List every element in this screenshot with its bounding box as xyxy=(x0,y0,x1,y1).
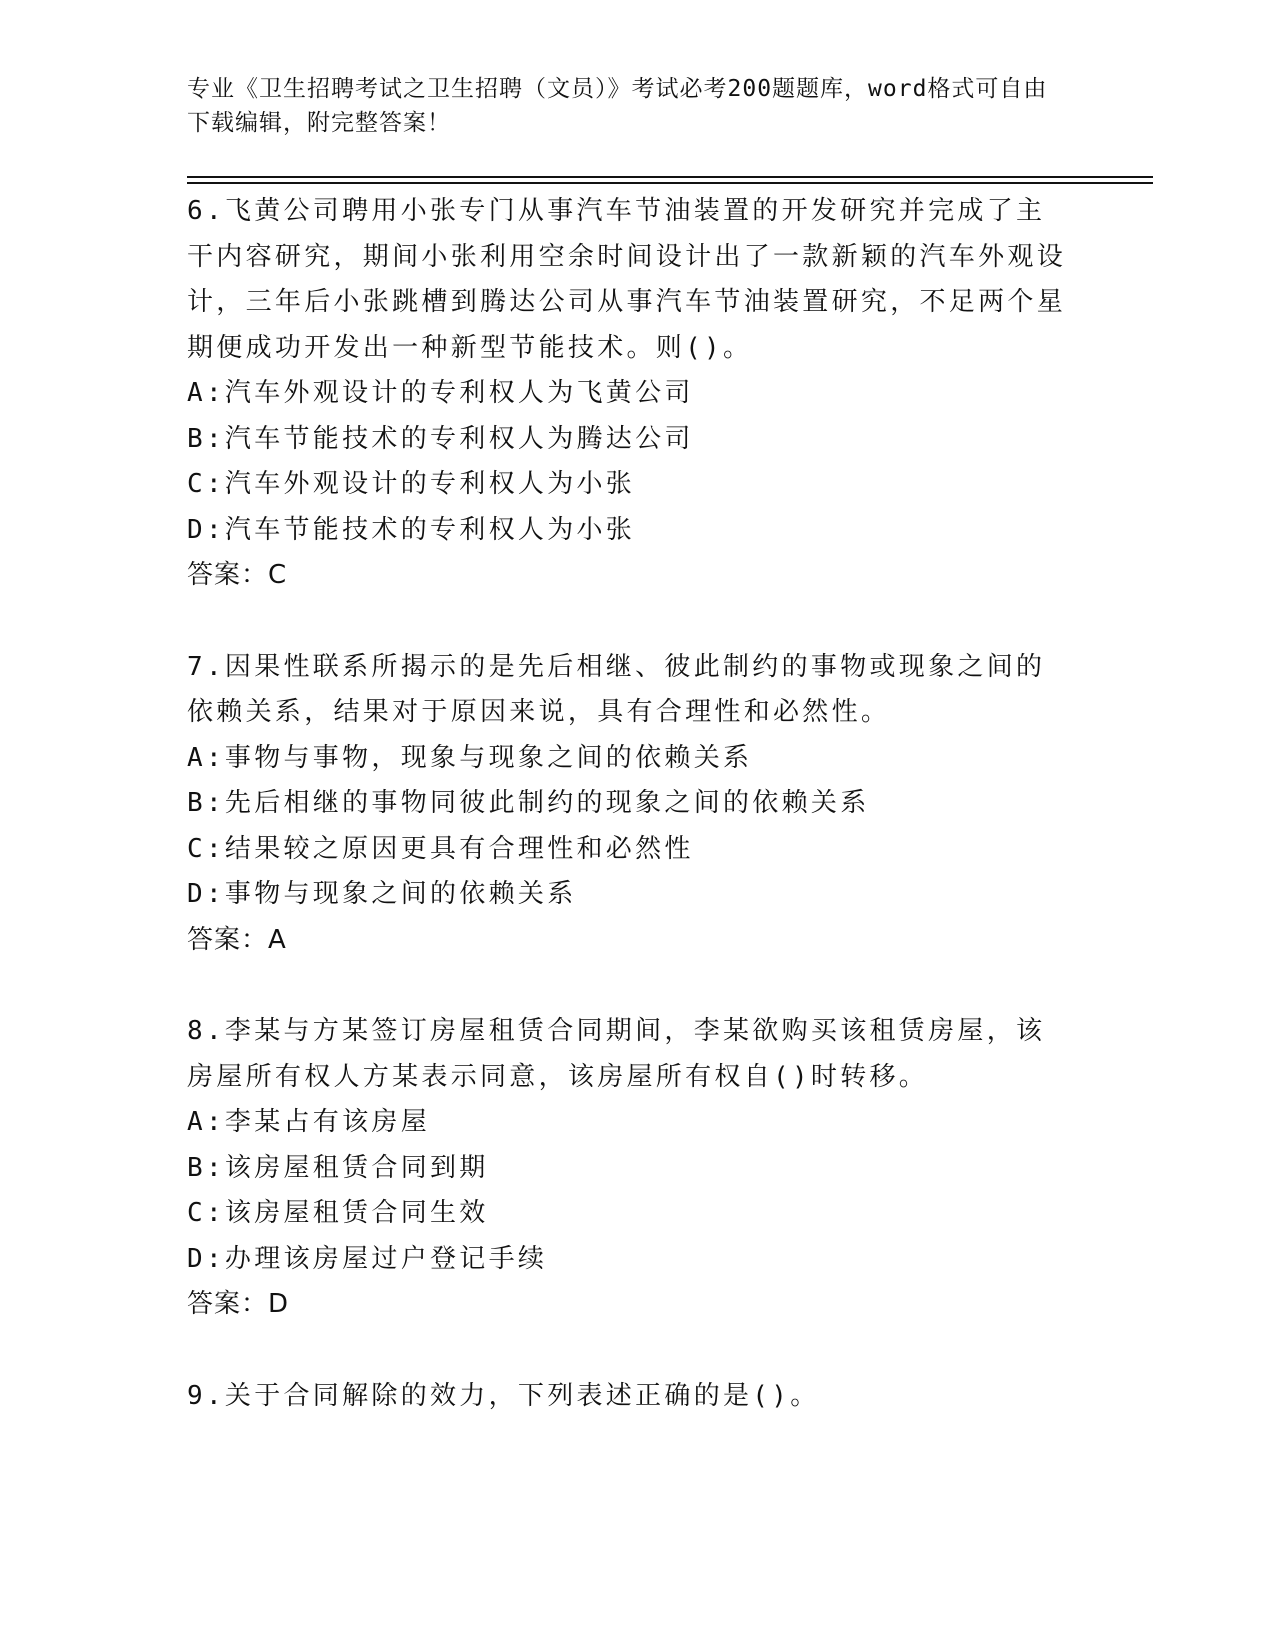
question-8 xyxy=(187,1009,1067,1328)
option-c: C:汽车外观设计的专利权人为小张 xyxy=(187,469,636,499)
answer: 答案：D xyxy=(187,1289,290,1319)
question-list xyxy=(187,189,1067,1419)
answer: 答案：A xyxy=(187,924,287,955)
option-a: A:汽车外观设计的专利权人为飞黄公司 xyxy=(187,378,694,408)
option-a: A:事物与事物，现象与现象之间的依赖关系 xyxy=(187,742,753,773)
document-header: 专业《卫生招聘考试之卫生招聘（文员）》考试必考200题题库，word格式可自由下载编辑，附完整答案！ xyxy=(187,76,1048,136)
header-rule-bottom xyxy=(187,182,1153,184)
question-9 xyxy=(187,1374,1067,1420)
option-a: A:李某占有该房屋 xyxy=(187,1107,431,1137)
question-6 xyxy=(187,189,1067,599)
header-rule-top xyxy=(187,176,1153,178)
question-stem: 6.飞黄公司聘用小张专门从事汽车节油装置的开发研究并完成了主干内容研究，期间小张利用空余时间设计出了一款新颖的汽车外观设计，三年后小张跳槽到腾达公司从事汽车节油装置研究，不足两个星期便成功开发出一种新型节能技术。则()。 xyxy=(187,196,1067,363)
option-d: D:办理该房屋过户登记手续 xyxy=(187,1243,548,1274)
option-d: D:事物与现象之间的依赖关系 xyxy=(187,879,577,909)
option-d: D:汽车节能技术的专利权人为小张 xyxy=(187,514,636,545)
question-stem: 8.李某与方某签订房屋租赁合同期间，李某欲购买该租赁房屋，该房屋所有权人方某表示同意，该房屋所有权自()时转移。 xyxy=(187,1016,1046,1092)
option-c: C:该房屋租赁合同生效 xyxy=(187,1198,489,1228)
option-c: C:结果较之原因更具有合理性和必然性 xyxy=(187,833,694,864)
question-7 xyxy=(187,645,1067,964)
option-b: B:先后相继的事物同彼此制约的现象之间的依赖关系 xyxy=(187,788,870,818)
question-stem: 9.关于合同解除的效力，下列表述正确的是()。 xyxy=(187,1380,820,1411)
option-b: B:该房屋租赁合同到期 xyxy=(187,1152,489,1183)
answer: 答案：C xyxy=(187,560,288,590)
question-stem: 7.因果性联系所揭示的是先后相继、彼此制约的事物或现象之间的依赖关系，结果对于原因来说，具有合理性和必然性。 xyxy=(187,651,1046,727)
option-b: B:汽车节能技术的专利权人为腾达公司 xyxy=(187,423,694,454)
